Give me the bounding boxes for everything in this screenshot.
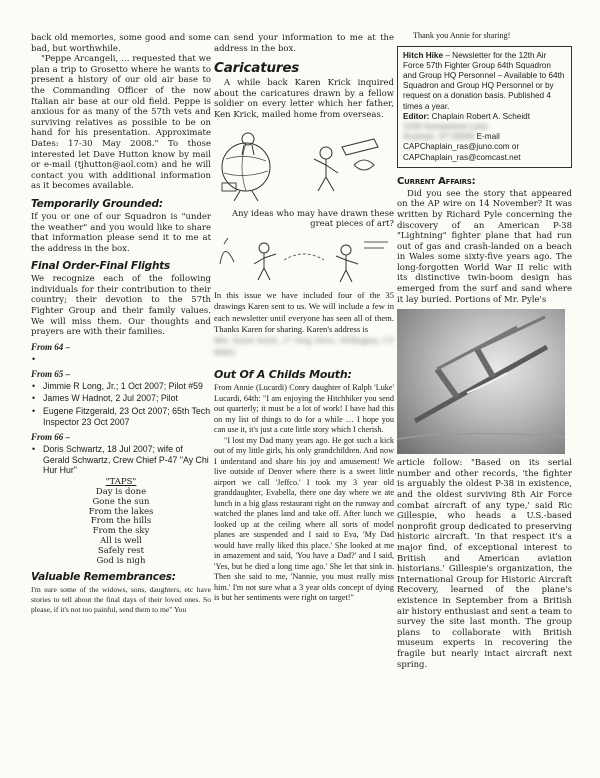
list-item: • Jimmie R Long, Jr.; 1 Oct 2007; Pilot #59 [31,381,211,392]
from-66-label: From 66 – [31,431,71,442]
editor-label: Editor: [403,111,430,121]
masthead-box [397,46,572,168]
temporarily-grounded-heading: Temporarily Grounded: [31,197,163,210]
list-item [31,354,211,365]
from-65-label: From 65 – [31,368,71,379]
p38-wreck-photo [397,309,565,454]
caricature-drawing-1 [214,125,394,205]
poem-line: Safely rest [97,545,145,556]
childs-mouth-body-2: "I lost my Dad many years ago. He got such a kick out of my little girls, his only grandchildren. And now I understand and share his joy and amusement! We live outside of Denver where there is a sweet little airport we call 'Jeffco.' I took my 3 year old granddaughter, Evabella, there one day where we ate lunch in a big glass restaurant right on the runway and watched the planes land and take off. After lunch we looked up at the ceiling where all sorts of model planes are suspended and I said to Eva, 'My Dad would have really liked this place.' She looked at me in amazement and said, 'You have a Dad?' and I said, 'Yes, but he died a long time ago.' She let that sink in. Then she said to me, 'Nannie, you must really miss him.' I'm not sure what a 3 year olds concept of dying is but her sentiments were right on target!" [214,435,394,603]
current-affairs-body: Did you see the story that appeared on the AP wire on 14 November? It was written by Richard Pyle concerning the discovery of an American P-38 "Lightning" fighter plane that had run out of gas and crash-landed on a beach in Wales some sixty-five years ago. The long-forgotten World War II relic with its distinctive twin-boom design has emerged from the surf and sand where it lay buried. Portions of Mr. Pyle's [397,188,572,305]
caricature-drawing-2 [214,234,394,286]
email-address-2[interactable]: CAPChaplain_ras@comcast.net [403,152,521,162]
taps-title: "TAPS" [105,477,137,488]
column-middle [214,0,394,604]
list-item: • Doris Schwartz, 18 Jul 2007; wife of Gerald Schwartz, Crew Chief P-47 "Ay Chi Hur Hur" [31,444,211,476]
blurred-address: Mrs. Karen Krick, 17 Oreg Drive, Wellington, CT 06061 [214,335,394,357]
newsletter-description: – Newsletter for the 12th Air Force 57th Fighter Group 64th Squadron and Group HQ Personnel – Available to 64th Squadron and Group HQ Personnel or by request on a donation basis. Published 4 times a year. [403,50,565,111]
poem-line: Day is done [95,487,147,498]
taps-poem [31,478,211,566]
editor-name: Chaplain Robert A. Scheidt [429,111,530,121]
caricature-globe-icon [214,125,394,205]
list-item: • James W Hadnot, 2 Jul 2007; Pilot [31,393,211,404]
current-affairs-body-2: article follow: "Based on its serial number and other records, 'the fighter is arguably the oldest P-38 in existence, and the oldest surviving 8th Air Force combat aircraft of any type,' said Ric Gillespie, who heads a U.S.-based nonprofit group dedicated to preserving historic aircraft. 'In that respect it's a major find, of exceptional interest to British and American aviation historians.' Gillespie's organization, the International Group for Historic Aircraft Recovery, learned of the plane's existence in September from a British air history enthusiast and sent a team to survey the site last month. The group plans to collaborate with British museum experts in recovering the fragile but nearly intact aircraft next spring. [397,458,572,670]
blurred-street: 1234 Somewhere Lane [403,121,488,131]
childs-mouth-body-1: From Annie (Lucardi) Conry daughter of Ralph 'Luke' Lucardi, 64th: "I am enjoying the Hitchhiker you send out quarterly; it must be a lot of work! I have had this on my list of things to do for a while … I hope you can use it, it's just a cute little story which I cherish. [214,383,394,435]
from-64-label: From 64 – [31,341,71,352]
newsletter-title: Hitch Hike [403,50,444,60]
poem-line: All is well [100,536,142,546]
temporarily-grounded-body: If you or one of our Squadron is "under the weather" and you would like to share that information please send it to me at the address in the box. [31,211,211,254]
caricature-figures-icon [214,234,394,286]
continued-paragraph: can send your information to me at the address in the box. [214,33,394,54]
poem-line: From the sky [92,526,150,537]
poem-line: From the hills [90,516,152,527]
intro-paragraph: back old memories, some good and some bad, but worthwhile. [31,33,211,54]
poem-line: From the lakes [88,506,154,517]
poem-line: Gone the sun [92,496,150,507]
final-flights-heading: Final Order-Final Flights [31,260,171,273]
peppe-paragraph: "Peppe Arcangeli, … requested that we plan a trip to Grosetto where he wants to present a history of our old air base to the Commanding Officer of the now Italian air base at our old field. Peppe is anxious for as many of the 57th vets and surviving relatives as possible to be on hand for his presentation. Approximate Dates: 17-30 May 2008." To those interested let Dave Hutton know by mail or e-mail (tjhutton@aol.com) and he will contact you with additional information as it becomes available. [31,54,211,192]
list-item: • Eugene Fitzgerald, 23 Oct 2007; 65th Tech Inspector 23 Oct 2007 [31,406,211,428]
email-label: E-mail [476,132,500,142]
poem-line: God is nigh [96,555,146,566]
valuable-remembrances-body: I'm sure some of the widows, sons, daughters, etc have stories to tell about the final days of their loved ones. So please, if it's not too painful, send them to me" You [31,585,211,614]
blurred-city: Anytown, ST 00000 [403,132,475,142]
aircraft-wreck-icon [397,309,565,454]
final-flights-body: We recognize each of the following individuals for their contribution to their country; their devotion to the 57th Fighter Group and their family values. We will miss them. Our thoughts and prayers are with their families. [31,274,211,338]
valuable-remembrances-heading: Valuable Remembrances: [31,571,176,584]
thanks-line: Thank you Annie for sharing! [413,31,511,40]
email-address-1[interactable]: CAPChaplain_ras@juno.com or [403,142,520,152]
caricatures-body-2: In this issue we have included four of the 35 drawings Karen sent to us. We will include a few in each newsletter until everyone has seen all of them. Thanks Karen for sharing. Karen's address is [214,289,394,334]
current-affairs-heading: Current Affairs: [397,175,476,187]
from-65-list [31,381,211,428]
column-left [31,0,211,614]
childs-mouth-heading: Out Of A Childs Mouth: [214,368,352,382]
column-right [397,0,572,670]
caricatures-body: A while back Karen Krick inquired about the caricatures drawn by a fellow soldier on every letter which her father, Ken Krick, mailed home from overseas. [214,78,394,120]
from-64-list [31,354,211,365]
caricatures-heading: Caricatures [214,60,300,77]
caricatures-question: Any ideas who may have drawn these great pieces of art? [231,208,394,230]
from-66-list [31,444,211,476]
